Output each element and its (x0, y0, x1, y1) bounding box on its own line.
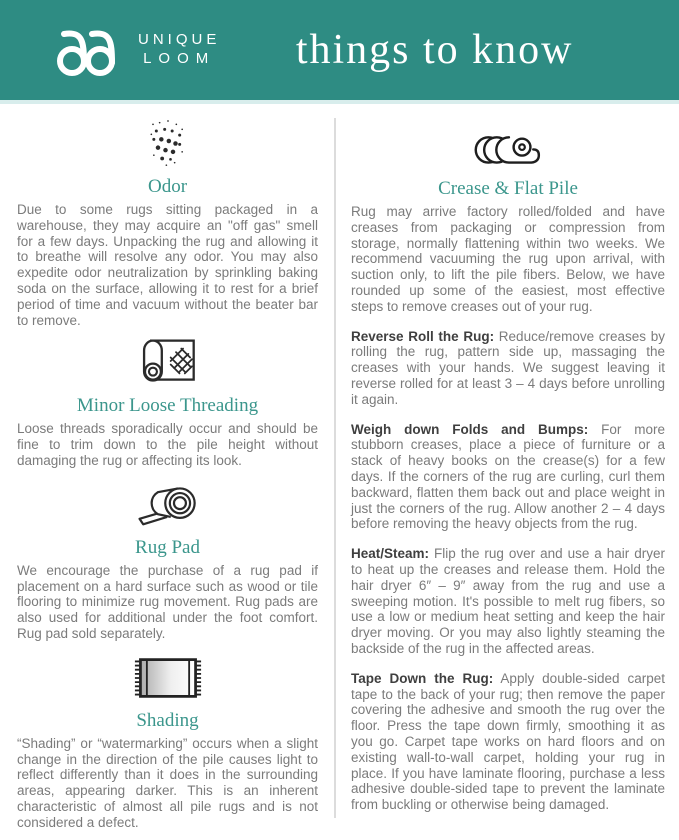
tip-heat-steam (351, 546, 665, 657)
page-title: things to know (295, 27, 574, 73)
odor-particles-icon (17, 116, 318, 171)
brand-name-line2: LOOM (143, 50, 216, 67)
section-odor (17, 116, 318, 328)
tip-reverse-roll (351, 329, 665, 408)
brand-name (138, 31, 220, 69)
rolled-rug-spiral-icon (351, 130, 665, 173)
section-heading-rug-pad: Rug Pad (135, 536, 200, 558)
section-heading-crease: Crease & Flat Pile (438, 178, 578, 199)
tip-weigh-down-label: Weigh down Folds and Bumps: (351, 421, 589, 437)
shaded-rug-fringe-icon (17, 656, 318, 705)
section-minor-loose-threading (17, 337, 318, 468)
rug-pad-roll-icon (17, 483, 318, 532)
column-divider (334, 118, 336, 818)
header-banner (0, 0, 679, 104)
left-column (17, 108, 318, 840)
content-area (0, 104, 679, 840)
tip-heat-steam-label: Heat/Steam: (351, 546, 430, 562)
brand-logo (56, 21, 220, 79)
section-body-shading: “Shading” or “watermarking” occurs when a slight change in the direction of the pile causes light to reflect differently than it does in the surrounding areas, appearing darker. This is an inherent characteristic of almost all pile rugs and is not considered a defect. (17, 735, 318, 830)
section-shading (17, 656, 318, 831)
section-body-rug-pad: We encourage the purchase of a rug pad if placement on a hard surface such as wood or tile flooring to minimize rug movement. Rug pads are also used for additional under the foot comfort. Rug pad sold separately. (17, 562, 318, 641)
unique-loom-dd-logo-icon (56, 21, 126, 79)
tip-tape-down (351, 671, 665, 813)
section-body-crease: Rug may arrive factory rolled/folded and have creases from packaging or compression from storage, normally flattening within two weeks. We recommend vacuuming the rug upon arrival, with suction only, to lift the pile fibers. Below, we have rounded up some of the easiest, most effective steps to remove creases out of your rug. (351, 204, 665, 314)
section-crease-flat-pile (351, 130, 665, 315)
section-heading-odor: Odor (147, 176, 188, 197)
section-body-odor: Due to some rugs sitting packaged in a warehouse, they may acquire an "off gas" smell for a few days. Unpacking the rug and allowing it to breathe will resolve any odor. You may also expedite odor neutralization by sprinkling baking soda on the surface, allowing it to rest for a brief period of time and vacuum without the beater bar to remove. (17, 202, 318, 328)
right-column (351, 108, 665, 840)
section-heading-threading: Minor Loose Threading (76, 395, 259, 417)
tip-weigh-down-body: For more stubborn creases, place a piece of furniture or a stack of heavy books on the crease(s) for a few days. If the corners of the rug are curling, curl them backward, flatten them back out and place weight in just the corners of the rug. Allow another 2 – 4 days before removing the heavy objects from the rug. (351, 421, 665, 532)
tip-reverse-roll-label: Reverse Roll the Rug: (351, 328, 495, 344)
brand-name-line1: UNIQUE (138, 31, 221, 49)
section-body-threading: Loose threads sporadically occur and should be fine to trim down to the pile height without damaging the rug or affecting its look. (17, 421, 318, 468)
tip-weigh-down (351, 422, 665, 533)
section-heading-shading: Shading (136, 709, 199, 731)
tip-tape-down-label: Tape Down the Rug: (351, 670, 494, 686)
tip-reverse-roll-body: Reduce/remove creases by rolling the rug, pattern side up, massaging the creases with your hands. We suggest leaving it reverse rolled for at least 3 – 4 days before unrolling it again. (351, 328, 666, 407)
section-rug-pad (17, 483, 318, 642)
unrolling-rug-crosshatch-icon (17, 337, 318, 390)
tip-tape-down-body: Apply double-sided carpet tape to the back of your rug; then remove the paper covering the adhesive and smooth the rug over the floor. Press the tape down firmly, smoothing it as you go. Carpet tape works on hard floors and on existing wall-to-wall carpet, holding your rug in place. If you have laminate flooring, purchase a less adhesive double-sided tape to prevent the laminate from buckling or otherwise being damaged. (351, 670, 665, 813)
tip-heat-steam-body: Flip the rug over and use a hair dryer to heat up the creases and release them. Hold the hair dryer 6″ – 9″ away from the rug and use a sweeping motion. It's possible to melt rug fibers, so use a low or medium heat setting and keep the hair dryer moving. Or you may also lightly steaming the backside of the rug in the affected areas. (351, 546, 665, 656)
